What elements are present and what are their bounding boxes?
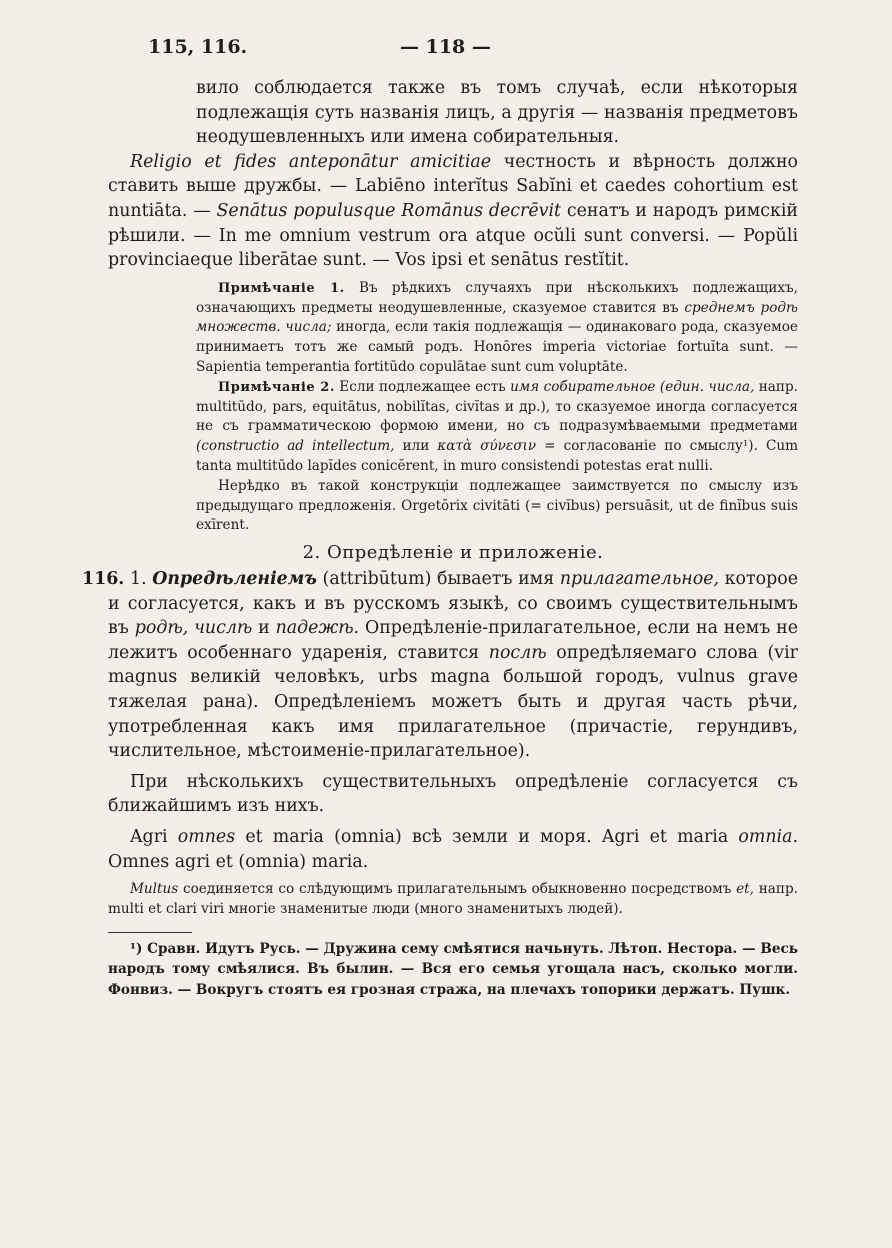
paragraph-number: 116.: [82, 569, 125, 590]
agri-italic-1: omnes: [177, 827, 236, 848]
examples-paragraph: [108, 150, 798, 273]
note-2-text: Если подлежащее есть: [334, 378, 511, 395]
note-2-italic-2: (constructio ad intellectum,: [196, 438, 395, 455]
multus-text-1: соединяется со слѣдующимъ прилагательнымъ обыкновенно посредствомъ: [178, 881, 737, 898]
example-latin-1: Religio et fides anteponātur amicitiae: [130, 151, 492, 172]
p116-text-2: которое и согласуется, какъ и въ русскомъ языкѣ, со своимъ существительнымъ въ: [108, 569, 798, 639]
note-2: [108, 378, 798, 477]
section-numbers: 115, 116.: [148, 36, 248, 58]
note-2-italic-1: имя собирательное (един. числа,: [510, 378, 755, 395]
p116-italic-1: прилагательное,: [559, 569, 720, 590]
note-3: Нерѣдко въ такой конструкціи подлежащее заимствуется по смыслу изъ предыдущаго предложенія. Orgetŏrix civitāti (= civĭbus) persuāsit, ut de finĭbus suis exīrent.: [196, 477, 798, 534]
footnote-rule: [108, 932, 192, 933]
note-2-greek: κατὰ σύνεσιν: [437, 438, 537, 455]
page-number: — 118 —: [400, 36, 491, 58]
multus-text-2: напр. multi et clari viri многіе знаменитые люди (много знаменитыхъ людей).: [108, 881, 798, 918]
example-text-2: сенатъ и народъ римскій рѣшили. — In me omnium vestrum ora atque ocŭli sunt conversi. — Popŭli provinciaeque liberātae sunt. — Vos ipsi et senātus restĭtit.: [108, 200, 798, 271]
note-2-label: Примѣчаніе 2.: [218, 379, 335, 395]
note-2-text-3: или: [394, 438, 438, 455]
multus-italic-1: Multus: [130, 881, 179, 898]
note-2-text-4: = согласованіе по смыслу¹). Cum tanta multitūdo lapĭdes conicĕrent, in muro consistendi potestas erat nulli.: [196, 438, 798, 474]
p116-text-3: и: [252, 618, 276, 639]
agri-italic-2: omnia.: [738, 827, 798, 848]
note-1-text-2: иногда, если такія подлежащія — одинаковаго рода, сказуемое принимаетъ тотъ же самый родъ. Honōres imperia victoriae fortuĭta sunt. — Sapientia temperantia fortitūdo copulātae sunt cum voluptāte.: [196, 319, 798, 375]
example-latin-2: Senātus populusque Romānus decrēvit: [216, 200, 562, 221]
note-2-text-2: напр. multitūdo, pars, equitātus, nobilĭtas, civĭtas и др.), то сказуемое иногда согласуется не съ грамматическою формою имени, но съ подразумѣваемыми предметами: [196, 378, 798, 435]
agri-example: [108, 825, 798, 874]
paragraph-116: [82, 567, 798, 764]
intro-paragraph: вило соблюдается также въ томъ случаѣ, если нѣкоторыя подлежащія суть названія лицъ, а другія — названія предметовъ неодушевленныхъ или имена собирательныя.: [196, 78, 798, 148]
note-1: [108, 279, 798, 378]
footnote: ¹) Сравн. Идутъ Русь. — Дружина сему смѣятися начьнуть. Лѣтоп. Нестора. — Весь народъ тому смѣялися. Въ былин. — Вся его семья угощала насъ, сколько могли. Фонвиз. — Вокругъ стоятъ ея грозная стража, на плечахъ топорики держатъ. Пушк.: [108, 940, 798, 999]
example-text-1: честность и вѣрность должно ставить выше дружбы. — Labiēno interĭtus Sabĭni et caedes cohortium est nuntiāta. —: [108, 151, 799, 221]
p116-text: (attribūtum) бываетъ имя: [316, 569, 560, 590]
note-1-italic: среднемъ родѣ множеств. числа;: [196, 299, 798, 336]
p116-italic-2: родѣ, числѣ: [134, 618, 253, 639]
multus-italic-2: et,: [736, 881, 754, 898]
p116-term: Опредѣленіемъ: [152, 569, 317, 590]
page-body: [82, 76, 799, 1001]
agri-text-1: Agri: [130, 827, 178, 848]
p116-lead: 1.: [130, 569, 153, 590]
several-nouns-paragraph: При нѣсколькихъ существительныхъ опредѣленіе согласуется съ ближайшимъ изъ нихъ.: [108, 771, 798, 817]
p116-text-5: опредѣляемаго слова (vir magnus великій человѣкъ, urbs magna большой городъ, vulnus grave тяжелая рана). Опредѣленіемъ можетъ быть и другая часть рѣчи, употребленная какъ имя прилагательное (причастіе, герундивъ, числительное, мѣстоименіе-прилагательное).: [108, 642, 798, 762]
p116-italic-4: послѣ: [488, 642, 547, 663]
multus-note: [108, 880, 798, 920]
page-header: [0, 36, 892, 64]
section-heading: 2. Опредѣленіе и приложеніе.: [302, 542, 604, 564]
note-1-text: Въ рѣдкихъ случаяхъ при нѣсколькихъ подлежащихъ, означающихъ предметы неодушевленные, сказуемое ставится въ: [196, 279, 798, 316]
agri-text-2: et maria (omnia) всѣ земли и моря. Agri et maria: [235, 827, 739, 848]
agri-text-3: Omnes agri et (omnia) maria.: [108, 851, 369, 872]
p116-italic-3: падежѣ.: [275, 618, 360, 639]
p116-text-4: Опредѣленіе-прилагательное, если на немъ не лежитъ особеннаго ударенія, ставится: [108, 618, 798, 663]
note-1-label: Примѣчаніе 1.: [218, 280, 345, 296]
